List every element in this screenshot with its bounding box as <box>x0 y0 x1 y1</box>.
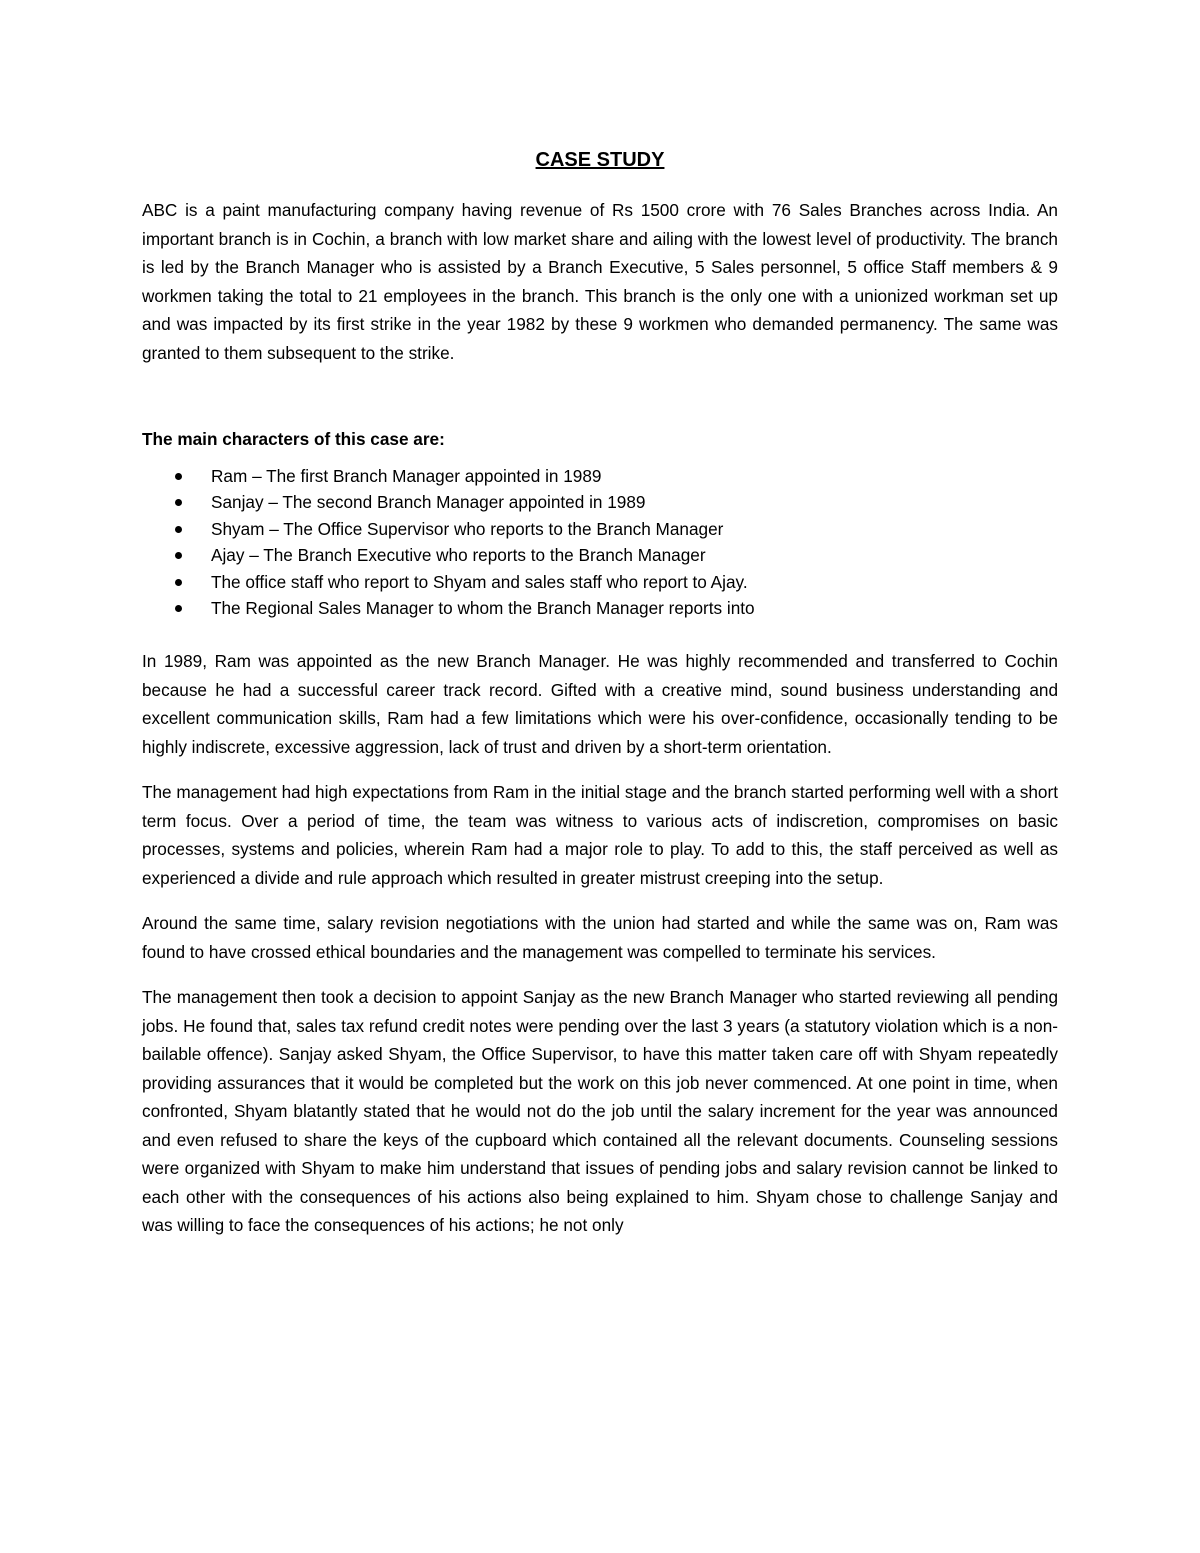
spacer <box>142 966 1058 983</box>
list-item-text: The Regional Sales Manager to whom the Branch Manager reports into <box>211 598 755 619</box>
intro-paragraph: ABC is a paint manufacturing company having revenue of Rs 1500 crore with 76 Sales Branches across India. An important branch is in Cochin, a branch with low market share and ailing with the lowest level of productivity. The branch is led by the Branch Manager who is assisted by a Branch Executive, 5 Sales personnel, 5 office Staff members & 9 workmen taking the total to 21 employees in the branch. This branch is the only one with a unionized workman set up and was impacted by its first strike in the year 1982 by these 9 workmen who demanded permanency. The same was granted to them subsequent to the strike. <box>142 200 1058 363</box>
spacer <box>142 892 1058 909</box>
paragraph-sanjay-appointment: The management then took a decision to appoint Sanjay as the new Branch Manager who started reviewing all pending jobs. He found that, sales tax refund credit notes were pending over the last 3 years (a statutory violation which is a non-bailable offence). Sanjay asked Shyam, the Office Supervisor, to have this matter taken care off with Shyam repeatedly providing assurances that it would be completed but the work on this job never commenced. At one point in time, when confronted, Shyam blatantly stated that he would not do the job until the salary increment for the year was announced and even refused to share the keys of the cupboard which contained all the relevant documents. Counseling sessions were organized with Shyam to make him understand that issues of pending jobs and salary revision cannot be linked to each other with the consequences of his actions also being explained to him. Shyam chose to challenge Sanjay and was willing to face the consequences of his actions; he not only <box>142 987 1058 1236</box>
list-item-text: Ajay – The Branch Executive who reports to the Branch Manager <box>211 545 706 566</box>
characters-list <box>142 463 1058 621</box>
list-item-text: Sanjay – The second Branch Manager appointed in 1989 <box>211 492 646 513</box>
list-item-text: Shyam – The Office Supervisor who reports to the Branch Manager <box>211 518 724 539</box>
bullet-icon <box>175 552 182 559</box>
bullet-icon <box>175 473 182 480</box>
list-item <box>142 489 1058 515</box>
bullet-icon <box>175 579 182 586</box>
list-item <box>142 516 1058 542</box>
list-item <box>142 542 1058 568</box>
bullet-icon <box>175 526 182 533</box>
paragraph-ram-appointment: In 1989, Ram was appointed as the new Branch Manager. He was highly recommended and transferred to Cochin because he had a successful career track record. Gifted with a creative mind, sound business understanding and excellent communication skills, Ram had a few limitations which were his over-confidence, occasionally tending to be highly indiscrete, excessive aggression, lack of trust and driven by a short-term orientation. <box>142 651 1058 757</box>
bullet-icon <box>175 499 182 506</box>
spacer <box>142 621 1058 647</box>
document-title: CASE STUDY <box>535 149 665 171</box>
list-item-text: Ram – The first Branch Manager appointed in 1989 <box>211 466 602 486</box>
list-item <box>142 595 1058 621</box>
spacer <box>142 367 1058 425</box>
paragraph-salary-revision: Around the same time, salary revision negotiations with the union had started and while the same was on, Ram was found to have crossed ethical boundaries and the management was compelled to terminate his services. <box>142 913 1058 962</box>
document-page <box>142 146 1058 1240</box>
list-item-text: The office staff who report to Shyam and sales staff who report to Ajay. <box>211 571 748 592</box>
spacer <box>142 761 1058 778</box>
characters-heading: The main characters of this case are: <box>142 429 445 449</box>
paragraph-management-expectations: The management had high expectations from Ram in the initial stage and the branch started performing well with a short term focus. Over a period of time, the team was witness to various acts of indiscretion, compromises on basic processes, systems and policies, wherein Ram had a major role to play. To add to this, the staff perceived as well as experienced a divide and rule approach which resulted in greater mistrust creeping into the setup. <box>142 782 1058 888</box>
list-item <box>142 463 1058 489</box>
bullet-icon <box>175 605 182 612</box>
list-item <box>142 569 1058 595</box>
